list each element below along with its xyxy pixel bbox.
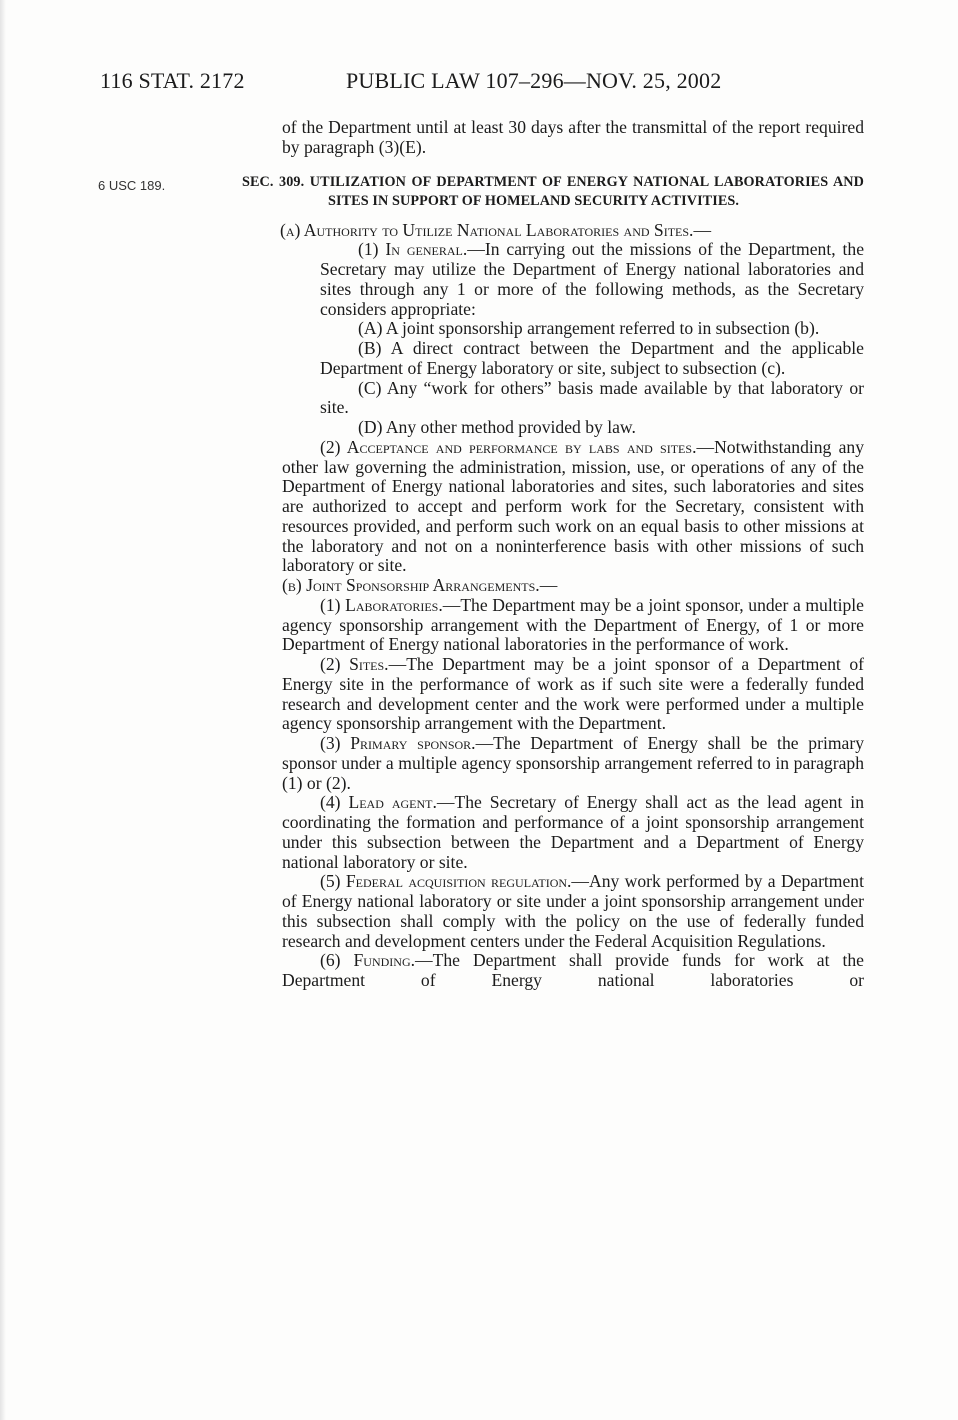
section-label: SEC. 309. xyxy=(242,173,305,190)
paragraph-b2 xyxy=(242,655,864,734)
clause-a1D: (D) Any other method provided by law. xyxy=(358,417,636,437)
page-reference: 116 STAT. 2172 xyxy=(100,68,245,93)
paragraph-b2-heading: (2) Sites.— xyxy=(320,654,407,674)
paragraph-b1-heading: (1) Laboratories.— xyxy=(320,594,461,615)
paragraph-b3 xyxy=(242,734,864,793)
clause-a1A: (A) A joint sponsorship arrangement referred to in subsection (b). xyxy=(358,318,820,339)
paragraph-b5-heading: (5) Federal acquisition regulation.— xyxy=(320,871,590,892)
paragraph-a1-heading: (1) In general.— xyxy=(358,239,485,260)
paragraph-b1 xyxy=(242,596,864,655)
paragraph-b4-heading: (4) Lead agent.— xyxy=(320,792,455,813)
page-edge-shadow xyxy=(0,0,6,1420)
section-title: UTILIZATION OF DEPARTMENT OF ENERGY NATIONAL LABORATORIES AND SITES IN SUPPORT OF HOMELAND SECURITY ACTIVITIES. xyxy=(309,173,864,209)
paragraph-a1 xyxy=(242,240,864,319)
paragraph-a2 xyxy=(242,438,864,576)
continued-paragraph: of the Department until at least 30 days after the transmittal of the report required by paragraph (3)(E). xyxy=(282,117,864,157)
paragraph-b6 xyxy=(242,951,864,991)
paragraph-b5-text: Any work performed by a Department of Energy national laboratory or site under a joint sponsorship arrangement under this subsection shall comply with the policy on the use of federally funded research and development centers under the Federal Acquisition Regulations. xyxy=(282,871,864,951)
paragraph-b1-text: The Department may be a joint sponsor, under a multiple agency sponsorship arrangement with the Department of Energy, of 1 or more Department of Energy national laboratories in the performance of work. xyxy=(282,594,864,655)
paragraph-a2-text: Notwithstanding any other law governing the administration, mission, use, or operations of any of the Department of Energy national laboratories and sites, such laboratories and sites are authorized to accept and perform work for the Secretary, consistent with resources provided, and perform such work on an equal basis to other missions at the laboratory and not on a noninterference basis with other missions of such laboratory or site. xyxy=(282,436,865,576)
paragraph-b5 xyxy=(242,872,864,951)
subsection-a-heading: (a) Authority to Utilize National Laboratories and Sites.— xyxy=(280,219,712,240)
clause-a1B: (B) A direct contract between the Department and the applicable Department of Energy laboratory or site, subject to subsection (c). xyxy=(320,338,864,378)
running-header: PUBLIC LAW 107–296—NOV. 25, 2002 xyxy=(346,68,722,93)
section-heading xyxy=(242,173,864,212)
paragraph-a2-heading: (2) Acceptance and performance by labs and sites.— xyxy=(320,436,715,457)
margin-citation: 6 USC 189. xyxy=(98,178,166,193)
paragraph-b2-text: The Department may be a joint sponsor of a Department of Energy site in the performance of work as if such site were a federally funded research and development center and the work were performed under a multiple agency sponsorship arrangement with the Department. xyxy=(282,654,864,734)
paragraph-b6-text: The Department shall provide funds for work at the Department of Energy national laboratories or xyxy=(282,950,864,990)
document-body xyxy=(242,118,864,991)
paragraph-b4 xyxy=(242,793,864,872)
clause-a1C: (C) Any “work for others” basis made available by that laboratory or site. xyxy=(320,377,864,418)
paragraph-b6-heading: (6) Funding.— xyxy=(320,950,433,971)
subsection-b-heading: (b) Joint Sponsorship Arrangements.— xyxy=(282,575,558,595)
paragraph-a1-text: In carrying out the missions of the Department, the Secretary may utilize the Department of Energy national laboratories and sites through any 1 or more of the following methods, as the Secretary considers appropriate: xyxy=(320,239,864,319)
paragraph-b3-text: The Department of Energy shall be the primary sponsor under a multiple agency sponsorship arrangement referred to in paragraph (1) or (2). xyxy=(282,733,864,793)
paragraph-b4-text: The Secretary of Energy shall act as the lead agent in coordinating the formation and performance of a joint sponsorship arrangement under this subsection between the Department and a Department of Energy national laboratory or site. xyxy=(282,792,864,872)
paragraph-b3-heading: (3) Primary sponsor.— xyxy=(320,733,494,753)
